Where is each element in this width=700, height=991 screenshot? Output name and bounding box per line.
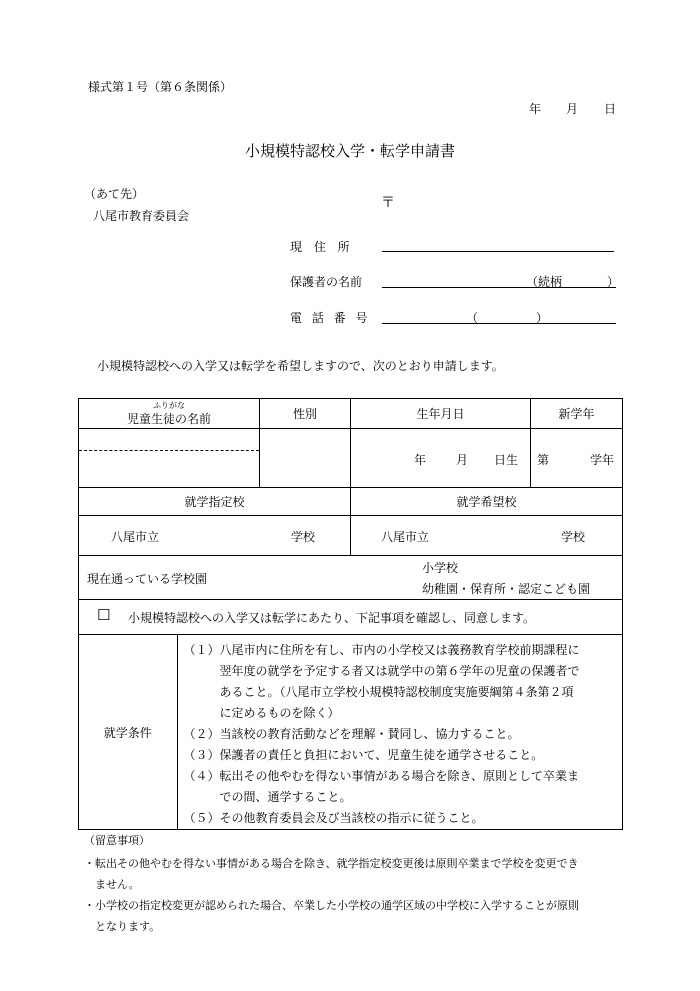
page-title: 小規模特認校入学・転学申請書: [244, 142, 455, 160]
consent-checkbox[interactable]: ☐: [97, 606, 111, 624]
birthdate-field[interactable]: [351, 429, 531, 488]
address-label: 現 住 所: [290, 240, 354, 254]
desired-school-suffix: 学校: [561, 530, 586, 544]
current-school-label: 現在通っている学校園: [87, 572, 208, 586]
new-grade-header: 新学年: [531, 399, 623, 429]
birth-month: 月: [456, 453, 469, 467]
gender-field[interactable]: [260, 429, 351, 488]
student-name-header: [79, 399, 260, 429]
current-school-type-preschool: 幼稚園・保育所・認定こども園: [422, 582, 591, 596]
condition-line: に定めるものを除く）: [183, 705, 340, 720]
assigned-school-header: 就学指定校: [79, 488, 351, 516]
birthdate-header: 生年月日: [351, 399, 531, 429]
note-2-line-b: となります。: [84, 920, 161, 933]
consent-row: [79, 600, 623, 635]
addressee: 八尾市教育委員会: [93, 209, 190, 223]
condition-line: （１）八尾市内に住所を有し、市内の小学校又は義務教育学校前期課程に: [183, 642, 580, 657]
intro-text: 小規模特認校への入学又は転学を希望しますので、次のとおり申請します。: [97, 359, 504, 373]
conditions-label-cell: 就学条件: [79, 635, 177, 829]
condition-line: （５）その他教育委員会及び当該校の指示に従うこと。: [183, 810, 484, 825]
condition-line: （２）当該校の教育活動などを理解・賛同し、協力すること。: [183, 726, 520, 741]
consent-text: 小規模特認校への入学又は転学にあたり、下記事項を確認し、同意します。: [128, 611, 536, 625]
phone-label: 電 話 番 号: [290, 311, 371, 325]
grade-prefix: 第: [537, 453, 550, 467]
grade-suffix: 学年: [590, 453, 615, 467]
conditions-text-cell: [177, 635, 623, 829]
conditions-text: [178, 636, 624, 829]
grade-field[interactable]: [531, 429, 623, 488]
phone-open: （: [466, 311, 479, 325]
date-month: 月: [566, 102, 579, 116]
condition-line: （３）保護者の責任と負担において、児童生徒を通学させること。: [183, 747, 544, 762]
note-2-line-a: ・小学校の指定校変更が認められた場合、卒業した小学校の通学区域の中学校に入学することが原則: [84, 899, 579, 912]
relation-label: （続柄: [526, 275, 563, 289]
note-1-line-b: ません。: [84, 878, 140, 891]
condition-line: （４）転出その他やむを得ない事情がある場合を除き、原則として卒業ま: [183, 768, 580, 783]
desired-school-field[interactable]: [351, 516, 623, 556]
current-school-row[interactable]: [79, 556, 623, 600]
relation-close: ）: [607, 275, 620, 289]
form-number: 様式第１号（第６条関係）: [88, 80, 233, 94]
current-school-type-elementary: 小学校: [422, 561, 459, 575]
address-field[interactable]: [382, 251, 614, 252]
condition-line: 翌年度の就学を予定する者又は就学中の第６学年の児童の保護者で: [183, 663, 580, 678]
condition-line: での間、通学すること。: [183, 789, 352, 804]
conditions-table: [79, 635, 623, 829]
gender-header: 性別: [260, 399, 351, 429]
student-name-field[interactable]: [79, 451, 259, 487]
furigana-label: ふりがな: [153, 400, 185, 410]
postal-mark: 〒: [381, 195, 395, 211]
application-table: [78, 398, 623, 830]
conditions-row: [79, 635, 623, 830]
date-day: 日: [604, 102, 617, 116]
assigned-school-suffix: 学校: [291, 530, 316, 544]
date-year: 年: [529, 102, 542, 116]
phone-close: ）: [536, 311, 549, 325]
condition-line: あること。（八尾市立学校小規模特認校制度実施要綱第４条第２項: [183, 684, 574, 699]
phone-field[interactable]: [382, 323, 616, 324]
desired-school-header: 就学希望校: [351, 488, 623, 516]
birth-day: 日生: [494, 453, 519, 467]
student-name-cell[interactable]: [79, 429, 260, 488]
note-1-line-a: ・転出その他やむを得ない事情がある場合を除き、就学指定校変更後は原則卒業まで学校を変更でき: [84, 857, 579, 870]
guardian-name-field[interactable]: [382, 287, 616, 288]
assigned-school-field[interactable]: [79, 516, 351, 556]
student-name-label: 児童生徒の名前: [126, 411, 211, 426]
birth-year: 年: [414, 453, 427, 467]
notes-heading: （留意事項）: [84, 834, 150, 847]
furigana-field[interactable]: [79, 429, 259, 451]
desired-city: 八尾市立: [381, 530, 430, 544]
guardian-label: 保護者の名前: [290, 275, 363, 289]
addressee-label: （あて先）: [84, 187, 145, 201]
assigned-city: 八尾市立: [111, 530, 160, 544]
